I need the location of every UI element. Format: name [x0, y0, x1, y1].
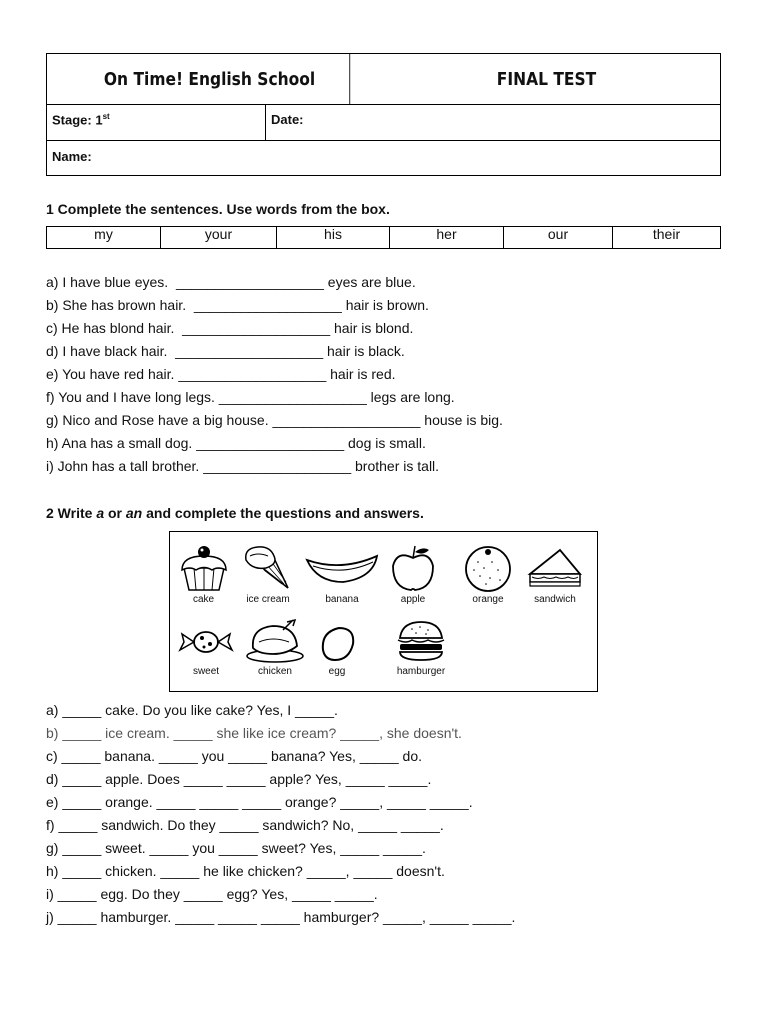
orange-icon: [462, 544, 514, 592]
word-cell: his: [277, 227, 390, 248]
banana-picture: [302, 546, 382, 605]
sentence-line[interactable]: g) Nico and Rose have a big house. ___________________ house is big.: [46, 412, 503, 428]
ice-cream-caption: ice cream: [246, 594, 290, 605]
egg-picture: [314, 624, 360, 677]
stage-field[interactable]: [47, 104, 266, 140]
date-field[interactable]: [266, 104, 716, 140]
food-picture-box: [169, 531, 598, 692]
cake-caption: cake: [192, 594, 215, 605]
stage-suffix: st: [102, 112, 110, 121]
sandwich-icon: [526, 546, 584, 592]
question-line[interactable]: j) _____ hamburger. _____ _____ _____ hamburger? _____, _____ _____.: [46, 909, 516, 925]
sweet-picture: [178, 620, 234, 677]
header-table: [46, 53, 721, 176]
word-cell: her: [390, 227, 504, 248]
sentence-line[interactable]: f) You and I have long legs. ___________________ legs are long.: [46, 389, 455, 405]
sentence-line[interactable]: i) John has a tall brother. ___________________ brother is tall.: [46, 458, 440, 474]
egg-icon: [317, 624, 357, 664]
header-row-name: [47, 140, 720, 175]
sentence-line[interactable]: b) She has brown hair. ___________________ hair is brown.: [46, 297, 429, 313]
question-line[interactable]: f) _____ sandwich. Do they _____ sandwich? No, _____ _____.: [46, 817, 444, 833]
cake-icon: [178, 544, 230, 592]
chicken-icon: [243, 616, 307, 664]
chicken-picture: [242, 616, 308, 677]
title-part: 2 Write: [46, 505, 97, 521]
word-cell: our: [504, 227, 613, 248]
sentence-line[interactable]: h) Ana has a small dog. ___________________ dog is small.: [46, 435, 426, 451]
word-cell: your: [161, 227, 277, 248]
chicken-caption: chicken: [258, 666, 292, 677]
egg-caption: egg: [328, 666, 346, 677]
orange-caption: orange: [472, 594, 504, 605]
date-label: Date:: [271, 112, 304, 127]
banana-icon: [303, 546, 381, 592]
question-line[interactable]: e) _____ orange. _____ _____ _____ orange? _____, _____ _____.: [46, 794, 473, 810]
question-line[interactable]: i) _____ egg. Do they _____ egg? Yes, _____ _____.: [46, 886, 378, 902]
sentence-line[interactable]: d) I have black hair. ___________________ hair is black.: [46, 343, 405, 359]
section2-title: [46, 505, 424, 521]
hamburger-caption: hamburger: [396, 666, 446, 677]
sentence-line[interactable]: c) He has blond hair. ___________________ hair is blond.: [46, 320, 414, 336]
sandwich-picture: [520, 546, 590, 605]
header-row-stage: [47, 104, 720, 141]
section2-questions: [46, 701, 515, 931]
name-label: Name:: [52, 149, 92, 164]
hamburger-picture: [388, 620, 454, 677]
title-part: and complete the questions and answers.: [142, 505, 424, 521]
ice-cream-icon: [238, 544, 298, 592]
apple-icon: [387, 544, 439, 592]
orange-picture: [460, 544, 516, 605]
word-cell: my: [47, 227, 161, 248]
ice-cream-picture: [236, 544, 300, 605]
section1-sentences: [46, 273, 503, 480]
sentence-line[interactable]: a) I have blue eyes. ___________________ eyes are blue.: [46, 274, 416, 290]
sweet-icon: [178, 620, 234, 664]
title-part: or: [104, 505, 126, 521]
header-row-title: [47, 54, 720, 105]
school-name: On Time! English School: [70, 54, 350, 104]
name-field[interactable]: [47, 140, 720, 175]
cake-picture: [176, 544, 231, 605]
sweet-caption: sweet: [192, 666, 220, 677]
title-part-a: a: [96, 505, 105, 521]
question-line[interactable]: g) _____ sweet. _____ you _____ sweet? Yes, _____ _____.: [46, 840, 426, 856]
question-line[interactable]: a) _____ cake. Do you like cake? Yes, I _____.: [46, 702, 338, 718]
sandwich-caption: sandwich: [534, 594, 576, 605]
word-cell: their: [652, 226, 681, 242]
question-line[interactable]: d) _____ apple. Does _____ _____ apple? Yes, _____ _____.: [46, 771, 432, 787]
question-line[interactable]: b) _____ ice cream. _____ she like ice cream? _____, she doesn't.: [46, 725, 462, 741]
banana-caption: banana: [325, 594, 359, 605]
question-line[interactable]: c) _____ banana. _____ you _____ banana? Yes, _____ do.: [46, 748, 423, 764]
section1-title: 1 Complete the sentences. Use words from the box.: [46, 201, 390, 217]
title-part-an: an: [125, 505, 143, 521]
word-box: [46, 226, 721, 249]
question-line[interactable]: h) _____ chicken. _____ he like chicken? _____, _____ doesn't.: [46, 863, 445, 879]
sentence-line[interactable]: e) You have red hair. ___________________ hair is red.: [46, 366, 396, 382]
apple-picture: [386, 544, 440, 605]
apple-caption: apple: [400, 594, 426, 605]
test-title: FINAL TEST: [496, 68, 597, 90]
hamburger-icon: [396, 620, 446, 664]
stage-label: Stage: 1: [52, 112, 103, 128]
